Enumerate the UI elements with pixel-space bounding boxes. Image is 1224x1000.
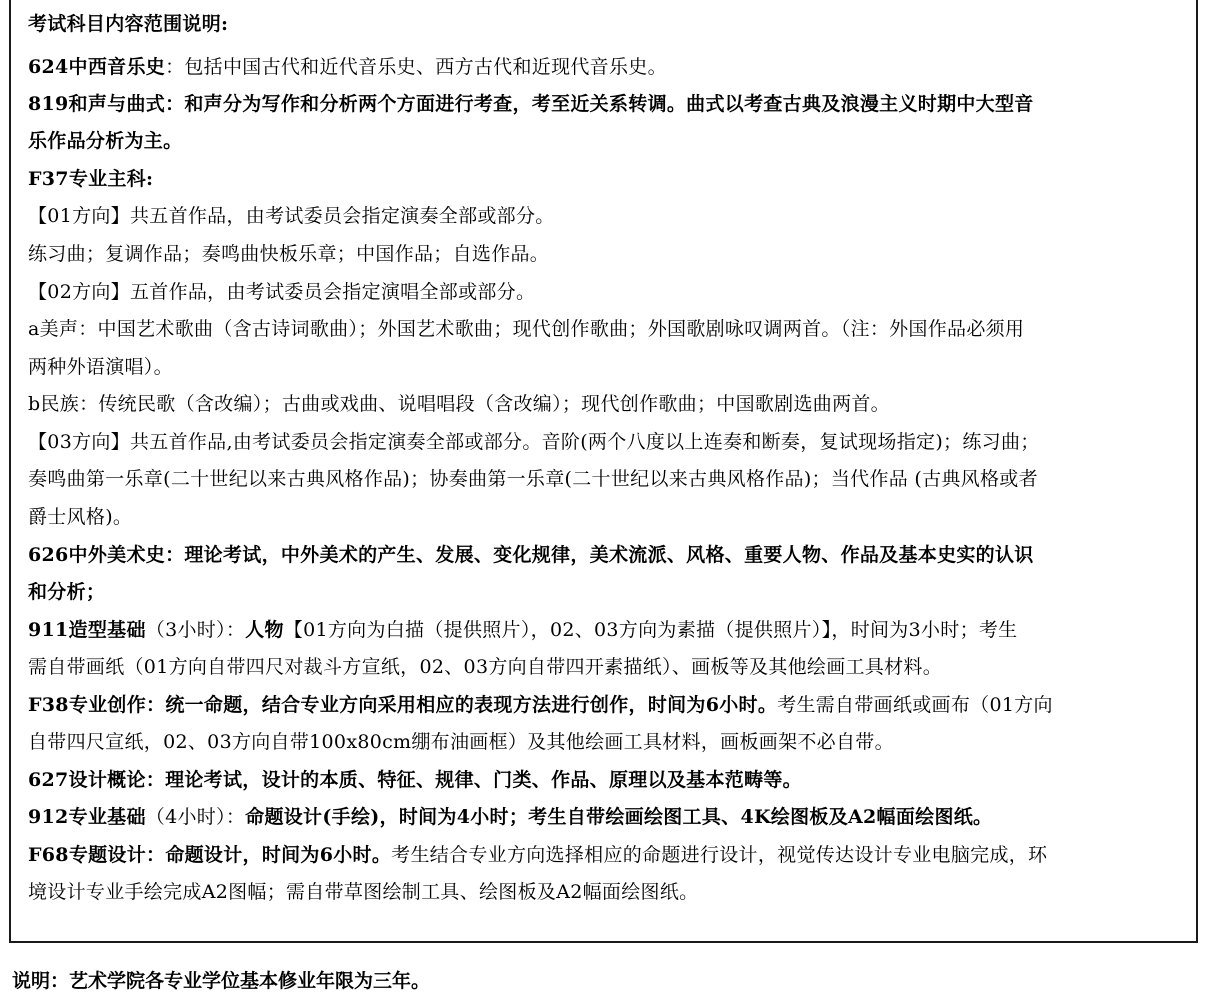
- subject-f38-line2: 自带四尺宣纸，02、03方向自带100x80cm绷布油画框）及其他绘画工具材料，画板画架不必自带。: [28, 731, 894, 753]
- subject-f38-line1: F38专业创作：统一命题，结合专业方向采用相应的表现方法进行创作，时间为6小时。考生需自带画纸或画布（01方向: [28, 694, 1053, 716]
- subject-912-label: 912专业基础: [28, 806, 146, 828]
- f37-bel-canto-line2: 两种外语演唱）。: [28, 356, 173, 378]
- subject-624-label: 624中西音乐史: [28, 56, 166, 78]
- subject-627-label: 627设计概论: [28, 769, 146, 791]
- f37-direction-03-line1: 【03方向】共五首作品,由考试委员会指定演奏全部或部分。音阶(两个八度以上连奏和断奏，复试现场指定)；练习曲；: [28, 431, 1040, 453]
- subject-f68-line1: F68专题设计：命题设计，时间为6小时。考生结合专业方向选择相应的命题进行设计，视觉传达设计专业电脑完成，环: [28, 844, 1048, 866]
- subject-f37-title: F37专业主科:: [28, 168, 154, 190]
- subject-819-line2: 乐作品分析为主。: [28, 130, 183, 152]
- f37-direction-01: 【01方向】共五首作品，由考试委员会指定演奏全部或部分。: [28, 205, 555, 227]
- subject-626-label: 626中外美术史: [28, 544, 166, 566]
- f37-direction-01-items: 练习曲；复调作品；奏鸣曲快板乐章；中国作品；自选作品。: [28, 243, 550, 265]
- subject-626-line2: 和分析；: [28, 581, 106, 603]
- subject-f37-label: F37专业主科: [28, 168, 147, 190]
- f37-folk: b民族：传统民歌（含改编）；古曲或戏曲、说唱唱段（含改编）；现代创作歌曲；中国歌剧选曲两首。: [28, 393, 890, 415]
- f37-direction-03-line3: 爵士风格)。: [28, 506, 133, 528]
- subject-624: [28, 55, 667, 79]
- subject-f68-label: F68专题设计: [28, 844, 147, 866]
- subject-911-line2: 需自带画纸（01方向自带四尺对裁斗方宣纸，02、03方向自带四开素描纸）、画板等及其他绘画工具材料。: [28, 656, 943, 678]
- footer-note: 说明：艺术学院各专业学位基本修业年限为三年。: [12, 970, 431, 992]
- subject-911-label: 911造型基础: [28, 619, 146, 641]
- subject-819-line1: [28, 92, 1034, 116]
- subject-624-text: ：包括中国古代和近代音乐史、西方古代和近现代音乐史。: [165, 56, 667, 78]
- subject-911-line1: 911造型基础（3小时）：人物【01方向为白描（提供照片），02、03方向为素描（提供照片）】，时间为3小时；考生: [28, 619, 1018, 641]
- subject-819-label: 819和声与曲式: [28, 93, 166, 115]
- f37-direction-02: 【02方向】五首作品，由考试委员会指定演唱全部或部分。: [28, 281, 536, 303]
- subject-626-line1: 626中外美术史：理论考试，中外美术的产生、发展、变化规律，美术流派、风格、重要人物、作品及基本史实的认识: [28, 544, 1034, 566]
- subject-819-text: ：和声分为写作和分析两个方面进行考查，考至近关系转调。曲式以考查古典及浪漫主义时期中大型音: [165, 93, 1034, 115]
- subject-627: 627设计概论：理论考试，设计的本质、特征、规律、门类、作品、原理以及基本范畴等。: [28, 769, 802, 791]
- subject-912: 912专业基础（4小时）：命题设计(手绘)，时间为4小时；考生自带绘画绘图工具、4K绘图板及A2幅面绘图纸。: [28, 806, 993, 828]
- subject-f68-line2: 境设计专业手绘完成A2图幅；需自带草图绘制工具、绘图板及A2幅面绘图纸。: [28, 881, 699, 903]
- section-heading: 考试科目内容范围说明:: [28, 13, 229, 35]
- f37-bel-canto-line1: a美声：中国艺术歌曲（含古诗词歌曲）；外国艺术歌曲；现代创作歌曲；外国歌剧咏叹调两首。（注：外国作品必须用: [28, 318, 1025, 340]
- f37-direction-03-line2: 奏鸣曲第一乐章(二十世纪以来古典风格作品)；协奏曲第一乐章(二十世纪以来古典风格作品)；当代作品 (古典风格或者: [28, 468, 1038, 490]
- subject-f38-label: F38专业创作: [28, 694, 147, 716]
